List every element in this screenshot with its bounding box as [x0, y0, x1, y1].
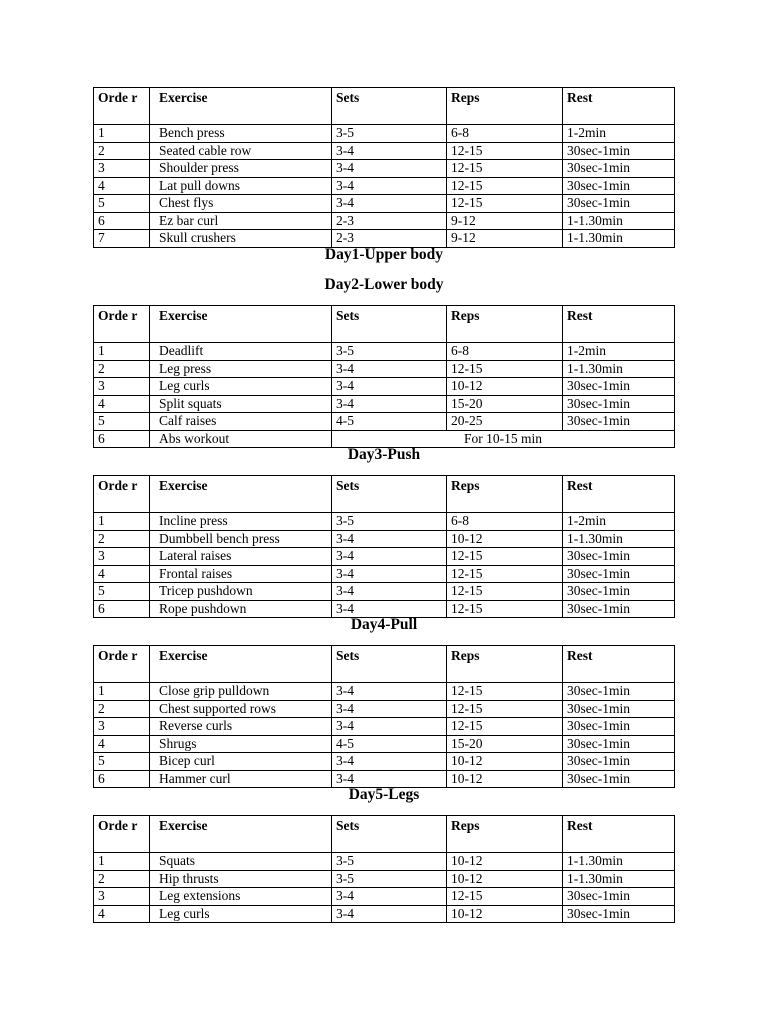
cell-exercise: Shoulder press — [150, 160, 332, 178]
cell-rest: 30sec-1min — [563, 735, 675, 753]
cell-sets: 3-4 — [332, 583, 447, 601]
cell-order: 1 — [94, 683, 150, 701]
table-row — [94, 870, 675, 888]
cell-order: 4 — [94, 395, 150, 413]
cell-order: 5 — [94, 195, 150, 213]
cell-sets: 3-4 — [332, 177, 447, 195]
cell-rest: 30sec-1min — [563, 753, 675, 771]
cell-sets: 4-5 — [332, 735, 447, 753]
table-row — [94, 548, 675, 566]
day-title: Day2-Lower body — [324, 276, 444, 293]
cell-exercise: Bicep curl — [150, 753, 332, 771]
workout-table-day3 — [93, 475, 675, 618]
cell-sets: 3-4 — [332, 160, 447, 178]
header-order: Orde r — [94, 476, 150, 513]
cell-order: 2 — [94, 360, 150, 378]
cell-order: 1 — [94, 343, 150, 361]
cell-rest: 1-2min — [563, 343, 675, 361]
header-exercise: Exercise — [150, 306, 332, 343]
table-header-row — [94, 306, 675, 343]
cell-order: 4 — [94, 735, 150, 753]
cell-order: 1 — [94, 853, 150, 871]
header-reps: Reps — [447, 88, 563, 125]
cell-reps: 12-15 — [447, 142, 563, 160]
cell-reps: 10-12 — [447, 378, 563, 396]
table-row — [94, 718, 675, 736]
header-order: Orde r — [94, 646, 150, 683]
cell-exercise: Shrugs — [150, 735, 332, 753]
header-exercise: Exercise — [150, 646, 332, 683]
table-row — [94, 600, 675, 618]
header-rest: Rest — [563, 476, 675, 513]
cell-order: 3 — [94, 548, 150, 566]
table-row — [94, 530, 675, 548]
cell-reps: 10-12 — [447, 905, 563, 923]
cell-sets: 3-4 — [332, 700, 447, 718]
cell-exercise: Skull crushers — [150, 230, 332, 248]
cell-rest: 30sec-1min — [563, 565, 675, 583]
cell-order: 6 — [94, 770, 150, 788]
table-row — [94, 888, 675, 906]
cell-reps: 6-8 — [447, 125, 563, 143]
header-order: Orde r — [94, 816, 150, 853]
cell-sets: 3-4 — [332, 195, 447, 213]
cell-rest: 30sec-1min — [563, 718, 675, 736]
cell-reps: 6-8 — [447, 513, 563, 531]
cell-order: 4 — [94, 177, 150, 195]
cell-sets: 3-4 — [332, 360, 447, 378]
cell-rest: 30sec-1min — [563, 395, 675, 413]
cell-exercise: Reverse curls — [150, 718, 332, 736]
cell-exercise: Leg extensions — [150, 888, 332, 906]
header-exercise: Exercise — [150, 476, 332, 513]
table-row — [94, 753, 675, 771]
table-row — [94, 177, 675, 195]
cell-sets: 3-4 — [332, 753, 447, 771]
table-row — [94, 360, 675, 378]
header-rest: Rest — [563, 646, 675, 683]
cell-reps: 12-15 — [447, 160, 563, 178]
cell-order: 3 — [94, 718, 150, 736]
header-reps: Reps — [447, 646, 563, 683]
cell-note: For 10-15 min — [332, 430, 675, 448]
header-reps: Reps — [447, 816, 563, 853]
cell-reps: 10-12 — [447, 870, 563, 888]
cell-sets: 3-4 — [332, 548, 447, 566]
cell-rest: 30sec-1min — [563, 177, 675, 195]
cell-reps: 10-12 — [447, 853, 563, 871]
cell-rest: 30sec-1min — [563, 583, 675, 601]
header-sets: Sets — [332, 88, 447, 125]
cell-sets: 3-4 — [332, 888, 447, 906]
cell-rest: 30sec-1min — [563, 413, 675, 431]
cell-reps: 12-15 — [447, 600, 563, 618]
cell-reps: 12-15 — [447, 565, 563, 583]
cell-order: 2 — [94, 700, 150, 718]
cell-rest: 1-1.30min — [563, 360, 675, 378]
cell-exercise: Squats — [150, 853, 332, 871]
table-header-row — [94, 816, 675, 853]
cell-reps: 6-8 — [447, 343, 563, 361]
cell-sets: 2-3 — [332, 230, 447, 248]
table-row — [94, 142, 675, 160]
cell-order: 6 — [94, 600, 150, 618]
cell-reps: 10-12 — [447, 753, 563, 771]
cell-order: 6 — [94, 430, 150, 448]
cell-sets: 3-4 — [332, 600, 447, 618]
cell-exercise: Deadlift — [150, 343, 332, 361]
table-header-row — [94, 646, 675, 683]
cell-rest: 1-1.30min — [563, 870, 675, 888]
cell-rest: 1-2min — [563, 513, 675, 531]
cell-exercise: Chest supported rows — [150, 700, 332, 718]
cell-exercise: Leg press — [150, 360, 332, 378]
cell-reps: 12-15 — [447, 583, 563, 601]
header-sets: Sets — [332, 646, 447, 683]
header-exercise: Exercise — [150, 88, 332, 125]
header-sets: Sets — [332, 476, 447, 513]
cell-exercise: Hip thrusts — [150, 870, 332, 888]
cell-order: 4 — [94, 905, 150, 923]
cell-exercise: Incline press — [150, 513, 332, 531]
cell-sets: 3-4 — [332, 683, 447, 701]
cell-exercise: Lat pull downs — [150, 177, 332, 195]
cell-order: 5 — [94, 583, 150, 601]
cell-exercise: Bench press — [150, 125, 332, 143]
cell-order: 2 — [94, 530, 150, 548]
cell-exercise: Leg curls — [150, 905, 332, 923]
cell-exercise: Lateral raises — [150, 548, 332, 566]
day-title: Day5-Legs — [348, 786, 420, 803]
table-row — [94, 565, 675, 583]
cell-reps: 12-15 — [447, 548, 563, 566]
cell-sets: 3-5 — [332, 870, 447, 888]
cell-rest: 30sec-1min — [563, 888, 675, 906]
table-row — [94, 230, 675, 248]
cell-sets: 3-4 — [332, 905, 447, 923]
table-row — [94, 125, 675, 143]
table-row — [94, 195, 675, 213]
table-row — [94, 770, 675, 788]
table-row — [94, 378, 675, 396]
workout-table-day5 — [93, 815, 675, 923]
workout-table-day4 — [93, 645, 675, 788]
header-sets: Sets — [332, 306, 447, 343]
table-row-abs — [94, 430, 675, 448]
cell-order: 1 — [94, 513, 150, 531]
cell-exercise: Leg curls — [150, 378, 332, 396]
cell-order: 5 — [94, 413, 150, 431]
workout-table-day1 — [93, 87, 675, 248]
cell-reps: 10-12 — [447, 770, 563, 788]
header-rest: Rest — [563, 88, 675, 125]
cell-reps: 12-15 — [447, 718, 563, 736]
table-row — [94, 853, 675, 871]
cell-order: 6 — [94, 212, 150, 230]
cell-exercise: Close grip pulldown — [150, 683, 332, 701]
cell-sets: 3-4 — [332, 378, 447, 396]
workout-table-day2 — [93, 305, 675, 448]
cell-exercise: Frontal raises — [150, 565, 332, 583]
table-row — [94, 395, 675, 413]
cell-order: 2 — [94, 142, 150, 160]
table-row — [94, 583, 675, 601]
cell-reps: 12-15 — [447, 888, 563, 906]
table-header-row — [94, 476, 675, 513]
cell-reps: 12-15 — [447, 683, 563, 701]
cell-exercise: Tricep pushdown — [150, 583, 332, 601]
cell-order: 3 — [94, 378, 150, 396]
cell-rest: 1-2min — [563, 125, 675, 143]
day-title: Day1-Upper body — [324, 246, 444, 263]
cell-reps: 12-15 — [447, 177, 563, 195]
cell-rest: 30sec-1min — [563, 700, 675, 718]
cell-rest: 1-1.30min — [563, 853, 675, 871]
cell-rest: 30sec-1min — [563, 905, 675, 923]
cell-order: 5 — [94, 753, 150, 771]
header-exercise: Exercise — [150, 816, 332, 853]
cell-reps: 9-12 — [447, 212, 563, 230]
cell-exercise: Seated cable row — [150, 142, 332, 160]
table-row — [94, 700, 675, 718]
cell-reps: 9-12 — [447, 230, 563, 248]
cell-rest: 30sec-1min — [563, 548, 675, 566]
cell-sets: 3-5 — [332, 513, 447, 531]
cell-sets: 3-4 — [332, 718, 447, 736]
cell-rest: 30sec-1min — [563, 160, 675, 178]
table-header-row — [94, 88, 675, 125]
cell-reps: 20-25 — [447, 413, 563, 431]
header-order: Orde r — [94, 88, 150, 125]
header-rest: Rest — [563, 306, 675, 343]
cell-rest: 1-1.30min — [563, 530, 675, 548]
day-title: Day3-Push — [347, 446, 421, 463]
cell-exercise: Chest flys — [150, 195, 332, 213]
cell-reps: 12-15 — [447, 195, 563, 213]
cell-order: 7 — [94, 230, 150, 248]
cell-exercise: Split squats — [150, 395, 332, 413]
cell-reps: 10-12 — [447, 530, 563, 548]
cell-reps: 15-20 — [447, 395, 563, 413]
cell-rest: 30sec-1min — [563, 195, 675, 213]
header-order: Orde r — [94, 306, 150, 343]
cell-sets: 3-4 — [332, 530, 447, 548]
cell-order: 1 — [94, 125, 150, 143]
cell-sets: 3-4 — [332, 770, 447, 788]
cell-rest: 30sec-1min — [563, 142, 675, 160]
table-row — [94, 343, 675, 361]
table-row — [94, 683, 675, 701]
table-row — [94, 905, 675, 923]
cell-rest: 30sec-1min — [563, 378, 675, 396]
cell-sets: 4-5 — [332, 413, 447, 431]
cell-sets: 3-5 — [332, 343, 447, 361]
header-rest: Rest — [563, 816, 675, 853]
cell-rest: 30sec-1min — [563, 770, 675, 788]
cell-order: 4 — [94, 565, 150, 583]
cell-reps: 12-15 — [447, 360, 563, 378]
cell-order: 3 — [94, 160, 150, 178]
cell-exercise: Calf raises — [150, 413, 332, 431]
cell-rest: 30sec-1min — [563, 683, 675, 701]
table-row — [94, 513, 675, 531]
table-row — [94, 160, 675, 178]
day-title: Day4-Pull — [350, 616, 418, 633]
cell-exercise: Rope pushdown — [150, 600, 332, 618]
cell-rest: 1-1.30min — [563, 212, 675, 230]
cell-rest: 30sec-1min — [563, 600, 675, 618]
table-row — [94, 212, 675, 230]
cell-exercise: Abs workout — [150, 430, 332, 448]
table-row — [94, 413, 675, 431]
header-reps: Reps — [447, 476, 563, 513]
cell-exercise: Ez bar curl — [150, 212, 332, 230]
cell-reps: 15-20 — [447, 735, 563, 753]
cell-order: 3 — [94, 888, 150, 906]
cell-exercise: Dumbbell bench press — [150, 530, 332, 548]
cell-sets: 3-4 — [332, 565, 447, 583]
header-reps: Reps — [447, 306, 563, 343]
cell-rest: 1-1.30min — [563, 230, 675, 248]
header-sets: Sets — [332, 816, 447, 853]
cell-sets: 3-4 — [332, 142, 447, 160]
cell-reps: 12-15 — [447, 700, 563, 718]
cell-sets: 3-4 — [332, 395, 447, 413]
cell-exercise: Hammer curl — [150, 770, 332, 788]
cell-sets: 3-5 — [332, 125, 447, 143]
cell-sets: 2-3 — [332, 212, 447, 230]
table-row — [94, 735, 675, 753]
cell-sets: 3-5 — [332, 853, 447, 871]
cell-order: 2 — [94, 870, 150, 888]
